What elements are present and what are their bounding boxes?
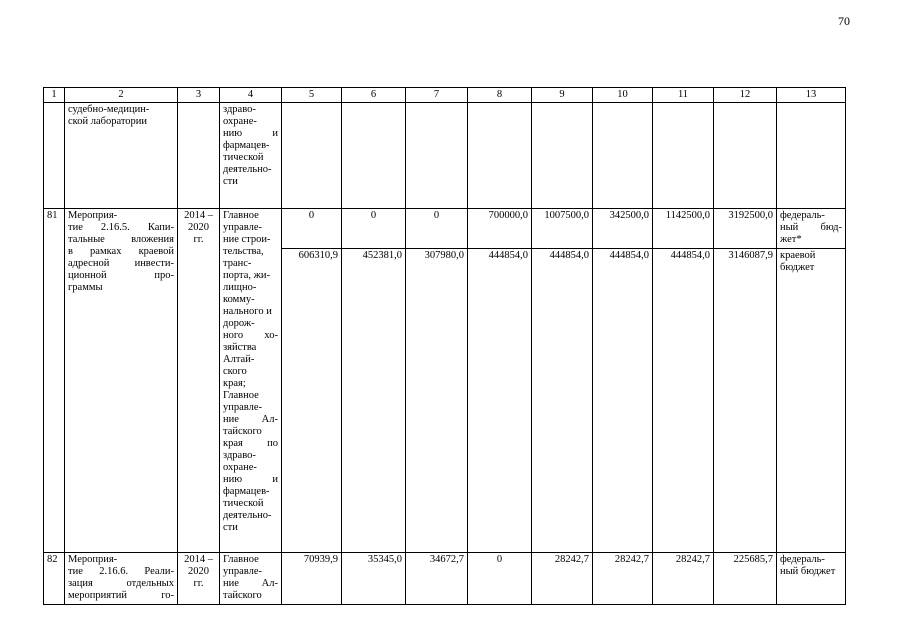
row-number: 82	[44, 553, 65, 605]
value-cell: 28242,7	[653, 553, 714, 605]
column-header: 10	[593, 88, 653, 103]
column-header: 12	[714, 88, 777, 103]
funding-source: федераль- ный бюд- жет*	[777, 209, 846, 249]
column-header: 6	[342, 88, 406, 103]
column-header: 8	[468, 88, 532, 103]
value-cell: 606310,9	[282, 249, 342, 553]
value-cell: 28242,7	[532, 553, 593, 605]
value-cell: 0	[342, 209, 406, 249]
funding-source: федераль- ный бюджет	[777, 553, 846, 605]
value-cell: 444854,0	[653, 249, 714, 553]
executor-cell: здраво- охране- нию и фармацев- тической деятельно- сти	[220, 103, 282, 209]
value-cell: 700000,0	[468, 209, 532, 249]
table-row-82	[44, 553, 846, 605]
value-cell: 444854,0	[593, 249, 653, 553]
measure-name: судебно-медицин- ской лаборатории	[65, 103, 178, 209]
measure-name: Мероприя- тие 2.16.5. Капи- тальные вложения в рамках краевой адресной инвести- ционной про- граммы	[65, 209, 178, 553]
column-header: 9	[532, 88, 593, 103]
value-cell: 35345,0	[342, 553, 406, 605]
measure-name: Мероприя- тие 2.16.6. Реали- зация отдельных мероприятий го-	[65, 553, 178, 605]
funding-source: краевой бюджет	[777, 249, 846, 553]
value-cell: 28242,7	[593, 553, 653, 605]
table-row-81-federal	[44, 209, 846, 249]
executor-cell: Главное управле- ние Ал- тайского	[220, 553, 282, 605]
value-cell: 0	[282, 209, 342, 249]
budget-table	[43, 87, 846, 605]
value-cell: 3146087,9	[714, 249, 777, 553]
value-cell: 452381,0	[342, 249, 406, 553]
value-cell: 70939,9	[282, 553, 342, 605]
value-cell: 225685,7	[714, 553, 777, 605]
column-header: 3	[178, 88, 220, 103]
executor-cell: Главное управле- ние строи- тельства, транс- порта, жи- лищно- комму- нального и дорож- ного хо- зяйства Алтай- ского края; Главное управле- ние Ал- тайского края по здраво- охране- нию и фармацев- тической деятельно- сти	[220, 209, 282, 553]
value-cell: 307980,0	[406, 249, 468, 553]
period-cell: 2014 – 2020 гг.	[178, 209, 220, 553]
value-cell: 1007500,0	[532, 209, 593, 249]
column-header: 4	[220, 88, 282, 103]
row-number: 81	[44, 209, 65, 553]
value-cell: 0	[406, 209, 468, 249]
value-cell: 444854,0	[468, 249, 532, 553]
value-cell: 1142500,0	[653, 209, 714, 249]
value-cell: 0	[468, 553, 532, 605]
value-cell: 342500,0	[593, 209, 653, 249]
column-header: 2	[65, 88, 178, 103]
value-cell: 34672,7	[406, 553, 468, 605]
value-cell: 3192500,0	[714, 209, 777, 249]
column-header: 7	[406, 88, 468, 103]
value-cell: 444854,0	[532, 249, 593, 553]
header-row	[44, 88, 846, 103]
period-cell: 2014 – 2020 гг.	[178, 553, 220, 605]
column-header: 5	[282, 88, 342, 103]
table-row-continued	[44, 103, 846, 209]
column-header: 1	[44, 88, 65, 103]
column-header: 11	[653, 88, 714, 103]
column-header: 13	[777, 88, 846, 103]
page-number: 70	[838, 14, 850, 28]
